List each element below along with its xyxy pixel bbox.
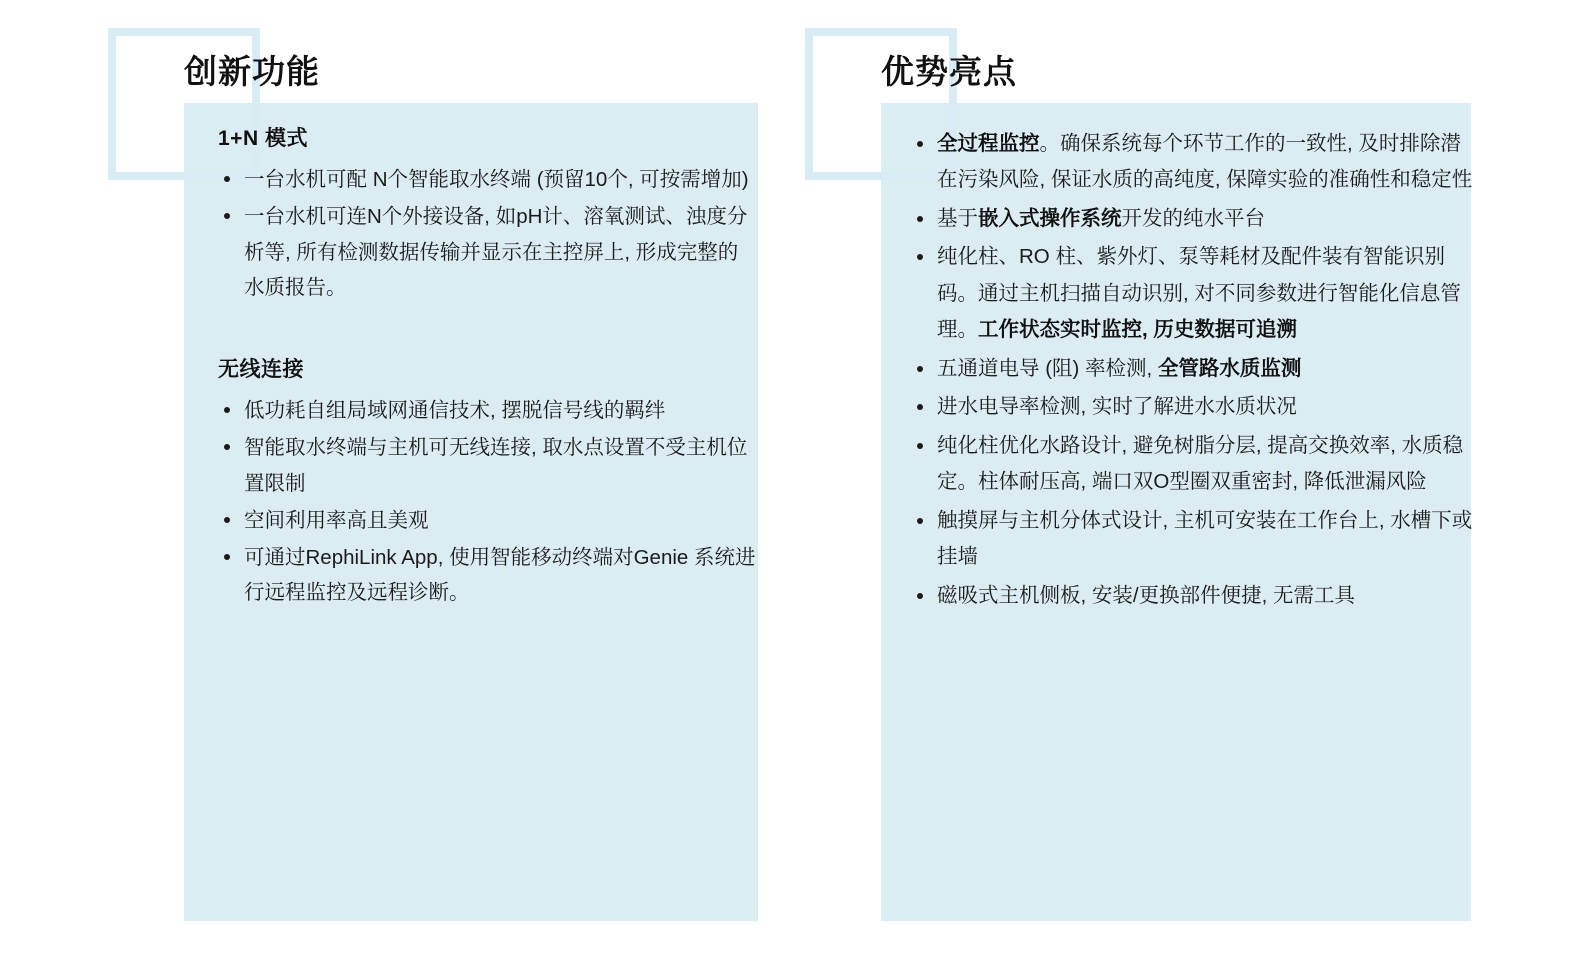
list-item-text: 纯化柱、RO 柱、紫外灯、泵等耗材及配件装有智能识别码。通过主机扫描自动识别, 对不同参数进行智能化信息管理。: [937, 245, 1461, 342]
list-item: [913, 503, 1473, 576]
list-item-text: 纯化柱优化水路设计, 避免树脂分层, 提高交换效率, 水质稳定。柱体耐压高, 端口双O型圈双重密封, 降低泄漏风险: [937, 433, 1464, 494]
list-item-text: 触摸屏与主机分体式设计, 主机可安装在工作台上, 水槽下或挂墙: [937, 508, 1473, 569]
list-item-emphasis: 全过程监控: [937, 132, 1040, 155]
list-item: 智能取水终端与主机可无线连接, 取水点设置不受主机位置限制: [218, 430, 758, 501]
list-item-emphasis: 嵌入式操作系统: [978, 206, 1122, 230]
innovation-body: [218, 122, 758, 613]
list-item-text: 磁吸式主机侧板, 安装/更换部件便捷, 无需工具: [937, 583, 1355, 607]
subheading-wireless: 无线连接: [218, 358, 304, 381]
page-title-advantages: 优势亮点: [881, 53, 1017, 90]
list-item-emphasis: 工作状态实时监控, 历史数据可追溯: [978, 318, 1297, 342]
list-item: [913, 126, 1473, 199]
list-item-emphasis: 全管路水质监测: [1157, 356, 1302, 380]
list-item: 空间利用率高且美观: [218, 503, 758, 538]
list-item: [913, 351, 1473, 387]
list-item: 一台水机可配 N个智能取水终端 (预留10个, 可按需增加): [218, 162, 758, 197]
list-item: [913, 389, 1473, 425]
list-item: 可通过RephiLink App, 使用智能移动终端对Genie 系统进行远程监控及远程诊断。: [218, 540, 758, 611]
list-item: [913, 428, 1473, 501]
list-item-text: 开发的纯水平台: [1121, 206, 1265, 230]
list-mode: [218, 162, 758, 305]
list-item-text: 基于: [937, 206, 978, 230]
list-item: 一台水机可连N个外接设备, 如pH计、溶氧测试、浊度分析等, 所有检测数据传输并显示在主控屏上, 形成完整的水质报告。: [218, 199, 758, 305]
list-item-text: 进水电导率检测, 实时了解进水水质状况: [937, 395, 1297, 419]
list-item-text: 五通道电导 (阻) 率检测,: [937, 356, 1158, 380]
list-item: [913, 201, 1473, 237]
section-spacer: [218, 307, 758, 353]
subheading-mode: 1+N 模式: [218, 127, 308, 150]
advantages-body: [913, 126, 1473, 616]
list-item: 低功耗自组局域网通信技术, 摆脱信号线的羁绊: [218, 393, 758, 428]
page-title-innovation: 创新功能: [184, 53, 320, 90]
list-wireless: [218, 393, 758, 611]
list-item-text: 。确保系统每个环节工作的一致性, 及时排除潜在污染风险, 保证水质的高纯度, 保障实验的准确性和稳定性: [937, 132, 1473, 192]
list-advantages: [913, 126, 1473, 614]
list-item: [913, 578, 1473, 614]
list-item: [913, 239, 1473, 348]
